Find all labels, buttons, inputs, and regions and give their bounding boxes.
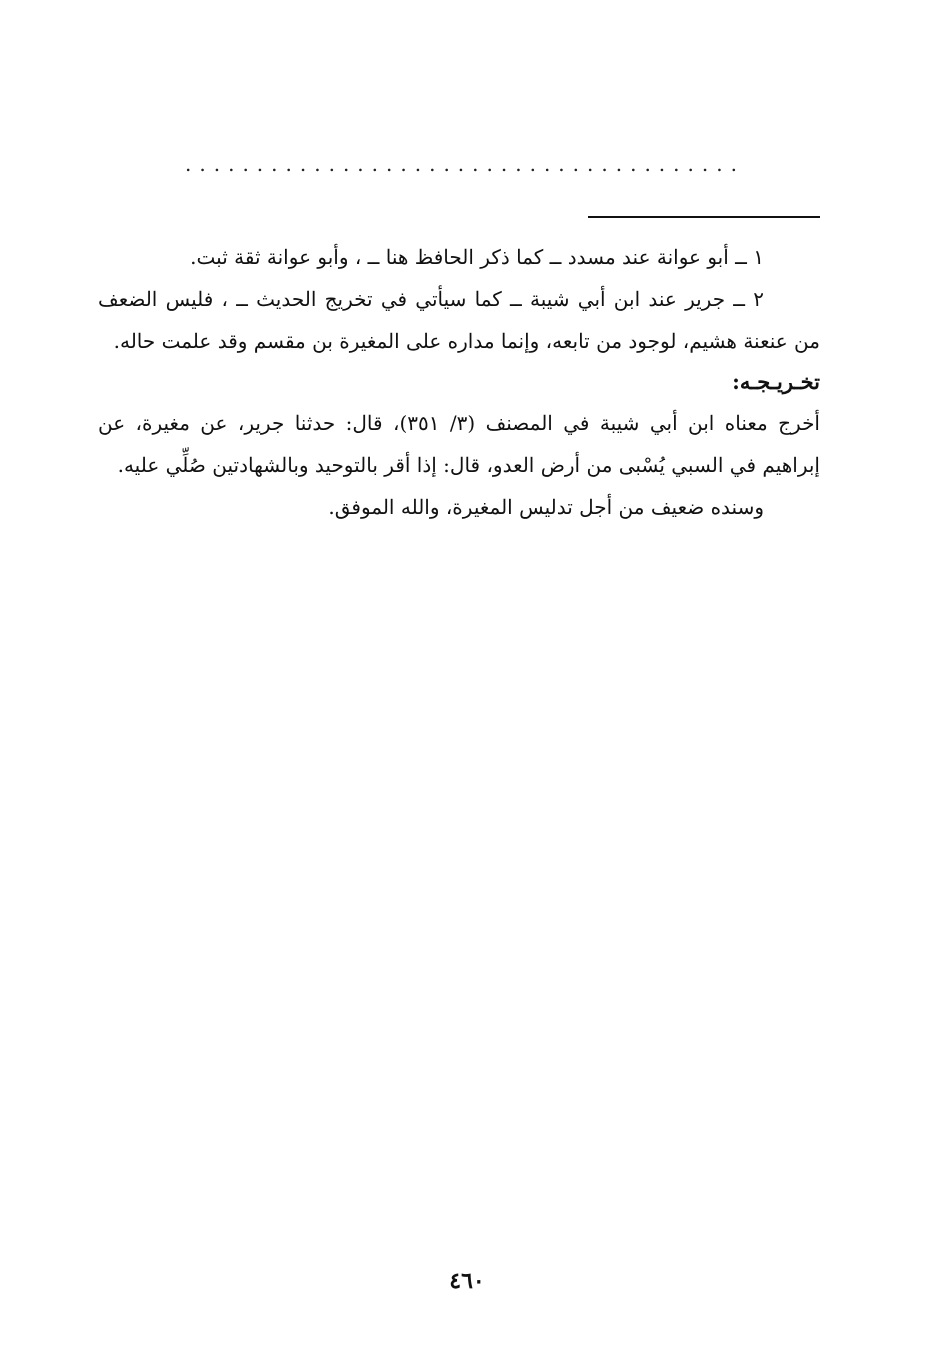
dotted-separator: ....................................... (185, 152, 745, 176)
footnote-1: ١ ــ أبو عوانة عند مسدد ــ كما ذكر الحافظ هنا ــ ، وأبو عوانة ثقة ثبت. (190, 245, 764, 269)
main-content (98, 236, 820, 528)
takhrij-conclusion: وسنده ضعيف من أجل تدليس المغيرة، والله الموفق. (328, 495, 764, 519)
takhrij-paragraph: أخرج معناه ابن أبي شيبة في المصنف (٣/ ٣٥١)، قال: حدثنا جرير، عن مغيرة، عن إبراهيم في السبي يُسْبى من أرض العدو، قال: إذا أقر بالتوحيد وبالشهادتين صُلِّي عليه. (98, 411, 820, 477)
footnote-2: ٢ ــ جرير عند ابن أبي شيبة ــ كما سيأتي في تخريج الحديث ــ ، فليس الضعف من عنعنة هشيم، لوجود من تابعه، وإنما مداره على المغيرة بن مقسم وقد علمت حاله. (98, 287, 820, 353)
page-number: ٤٦٠ (449, 1268, 485, 1294)
takhrij-heading: تخـريـجـه: (732, 369, 820, 394)
footnote-rule (588, 216, 820, 218)
